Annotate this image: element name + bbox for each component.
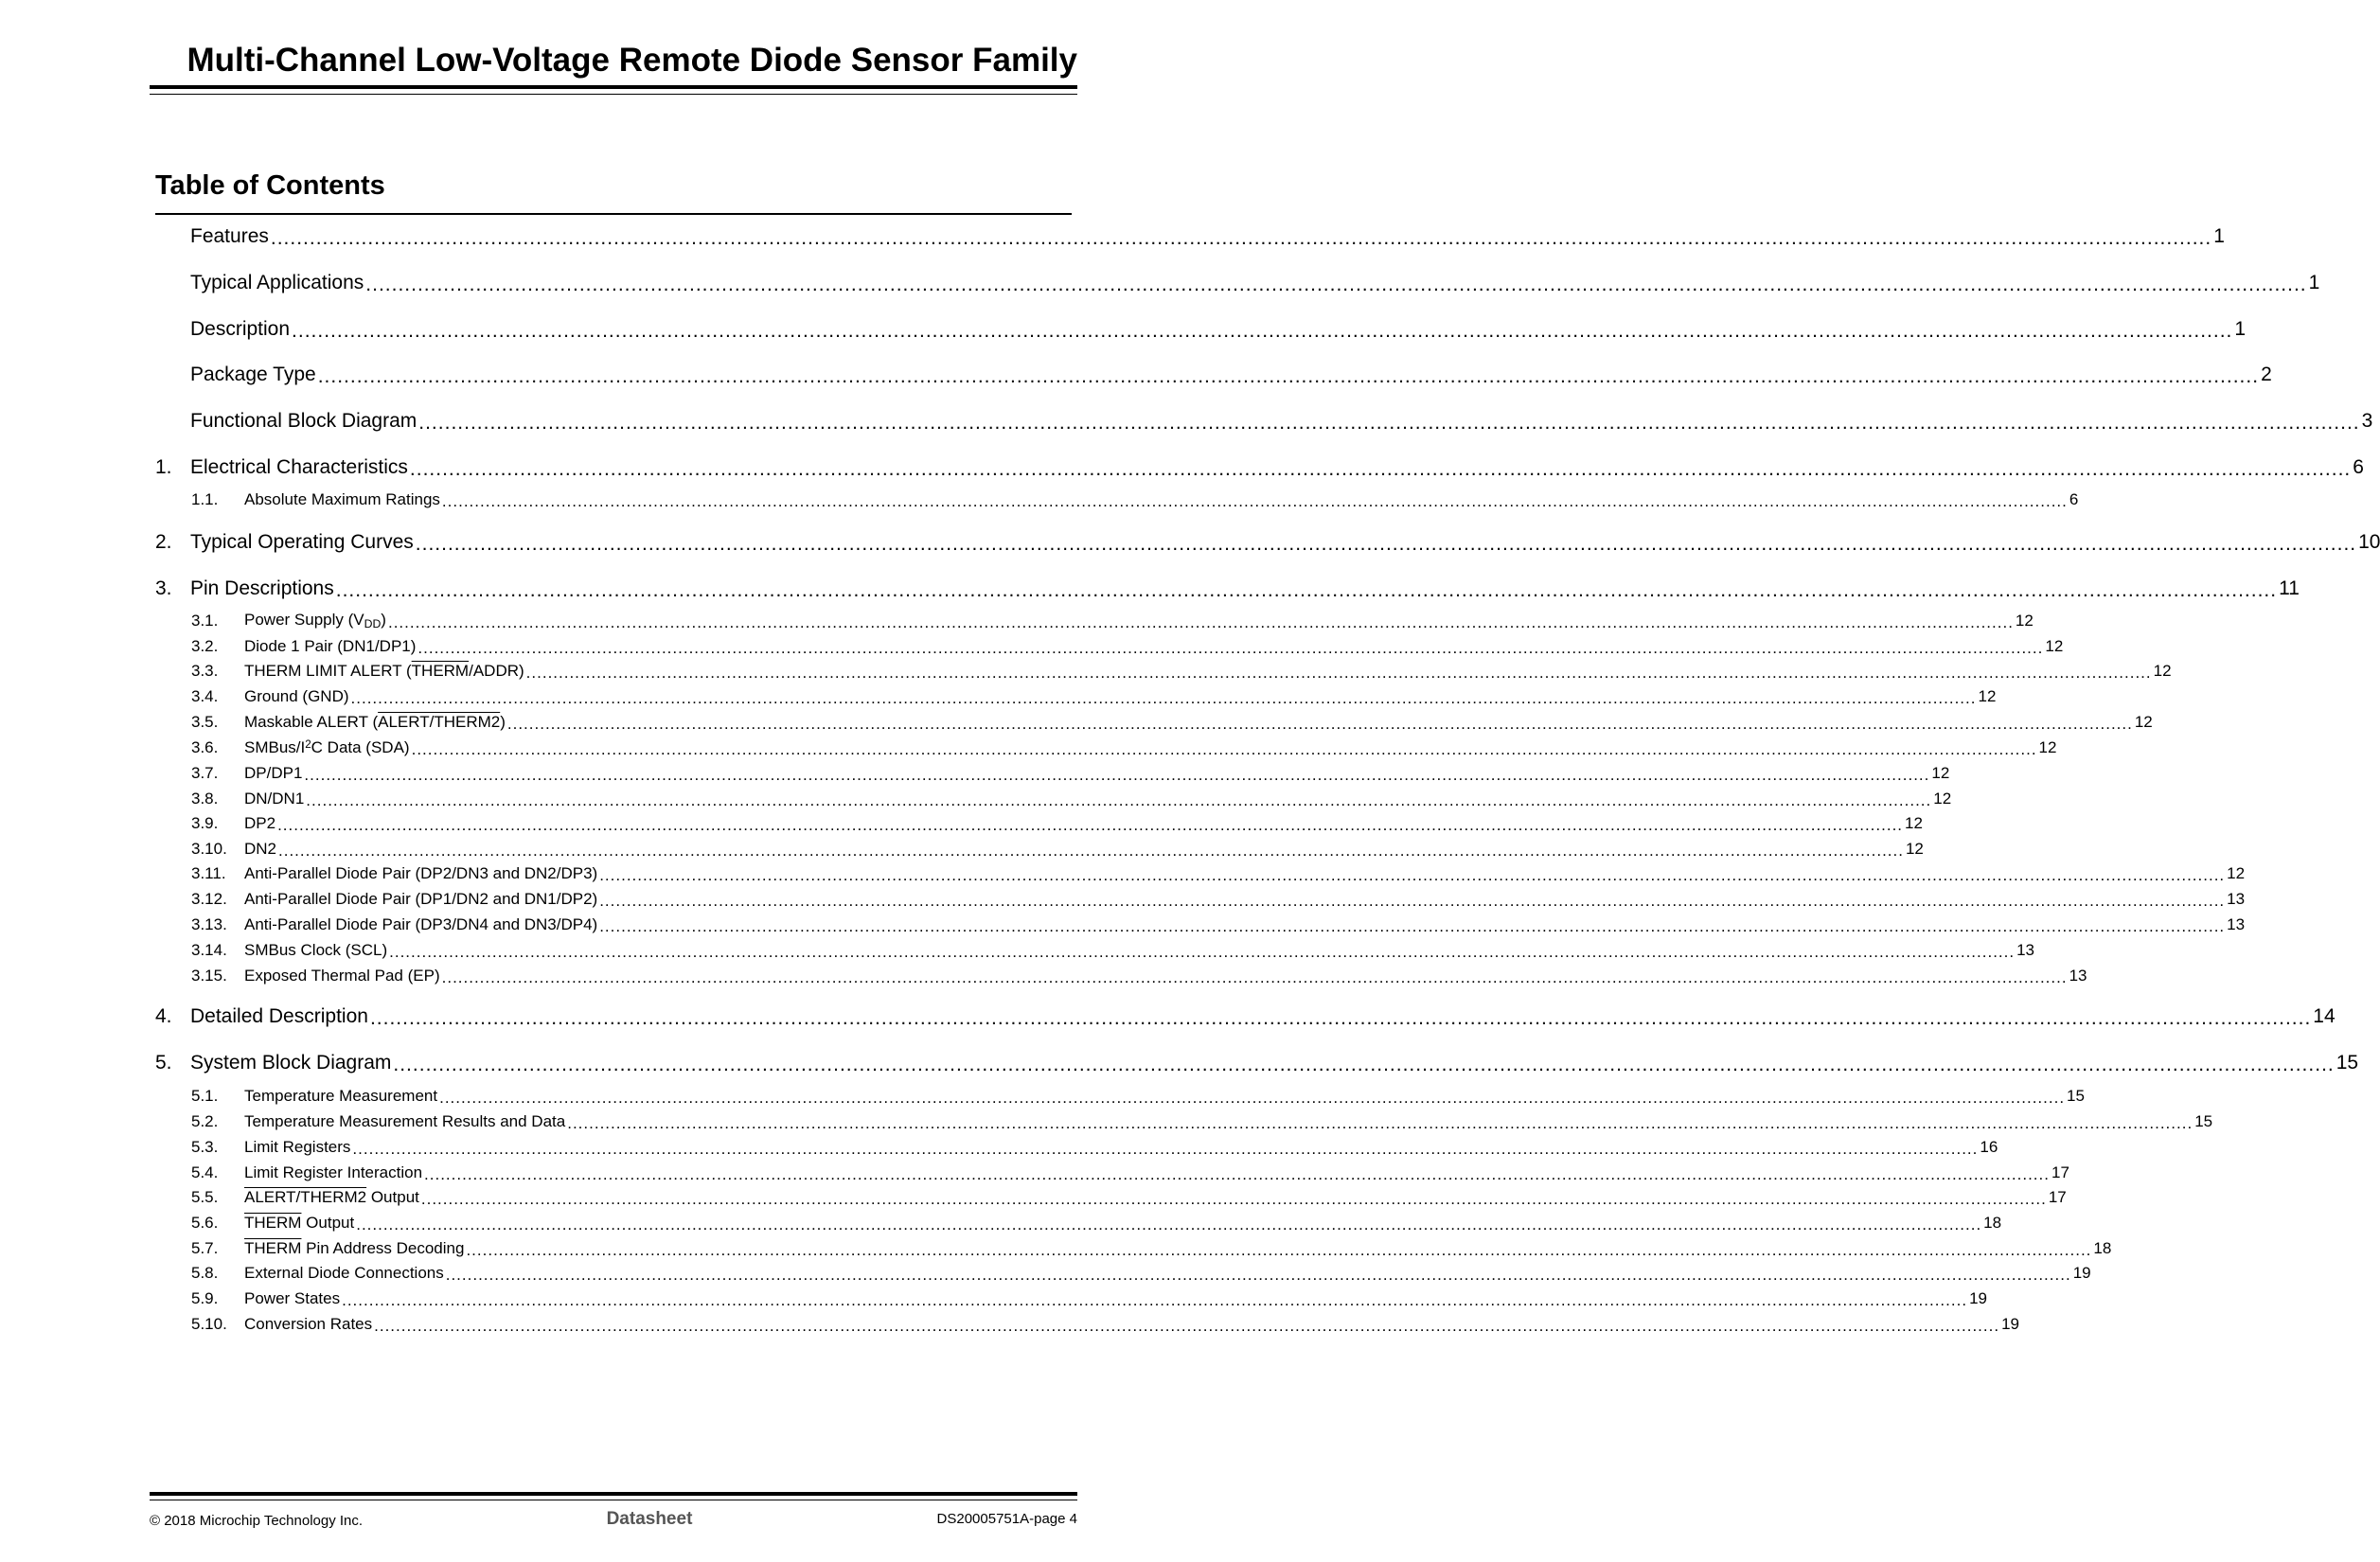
dot-leader: ............................................................................................................................................................................................................................................................................................................ (374, 1317, 2000, 1335)
toc-entry-title: Power States (244, 1289, 341, 1307)
toc-entry-title: THERM Pin Address Decoding (244, 1239, 465, 1257)
toc-entry-page: 18 (2093, 1239, 2112, 1257)
toc-entry-page: 12 (2134, 713, 2153, 731)
dot-leader: ............................................................................................................................................................................................................................................................................................................ (270, 227, 2212, 249)
dot-leader: ............................................................................................................................................................................................................................................................................................................ (409, 458, 2352, 480)
toc-subentry[interactable] (155, 760, 1950, 784)
toc-subentry[interactable] (155, 709, 2153, 733)
toc-entry-title: External Diode Connections (244, 1264, 444, 1282)
toc-subentry[interactable] (155, 1286, 1987, 1309)
toc-entry-number: 5.6. (191, 1214, 219, 1232)
toc-entry-page: 3 (2361, 410, 2373, 432)
dot-leader: ............................................................................................................................................................................................................................................................................................................ (420, 1190, 2047, 1208)
toc-subentry[interactable] (155, 1184, 2067, 1208)
toc-entry-title: Detailed Description (190, 1005, 368, 1027)
toc-entry-number: 4. (155, 1005, 172, 1027)
dot-leader: ............................................................................................................................................................................................................................................................................................................ (599, 917, 2226, 935)
dot-leader: ............................................................................................................................................................................................................................................................................................................ (418, 412, 2360, 434)
dot-leader: ............................................................................................................................................................................................................................................................................................................ (599, 866, 2226, 884)
toc-subentry[interactable] (155, 886, 2246, 910)
toc-entry[interactable] (155, 360, 2272, 387)
dot-leader: ............................................................................................................................................................................................................................................................................................................ (525, 664, 2152, 682)
toc-entry-page: 6 (2353, 456, 2364, 478)
toc-subentry[interactable] (155, 633, 2064, 657)
toc-entry-page: 12 (2015, 612, 2034, 630)
toc-entry-page: 19 (2001, 1315, 2019, 1333)
toc-entry-page: 12 (1931, 764, 1950, 782)
toc-subentry[interactable] (155, 861, 2246, 884)
toc-entry-page: 13 (2069, 967, 2087, 985)
dot-leader: ............................................................................................................................................................................................................................................................................................................ (599, 892, 2226, 910)
toc-entry[interactable] (155, 527, 2380, 555)
toc-entry-title: Maskable ALERT (ALERT/THERM2) (244, 713, 506, 731)
toc-entry-number: 3.4. (191, 687, 219, 705)
toc-entry-title: Absolute Maximum Ratings (244, 490, 440, 508)
toc-entry-number: 1.1. (191, 490, 219, 508)
dot-leader: ............................................................................................................................................................................................................................................................................................................ (389, 943, 2016, 961)
toc-entry-number: 3.8. (191, 790, 219, 808)
toc-heading: Table of Contents (155, 170, 385, 201)
document-title: Multi-Channel Low-Voltage Remote Diode Sensor Family (186, 42, 1077, 79)
dot-leader: ............................................................................................................................................................................................................................................................................................................ (393, 1054, 2335, 1075)
toc-entry[interactable] (155, 453, 2364, 480)
toc-entry-title: Anti-Parallel Diode Pair (DP1/DN2 and DN1/DP2) (244, 890, 598, 908)
footer-rule-thick (150, 1492, 1077, 1496)
toc-entry-number: 1. (155, 456, 172, 478)
toc-entry-title: Power Supply (VDD) (244, 610, 386, 630)
toc-entry-title: THERM LIMIT ALERT (THERM/ADDR) (244, 662, 524, 680)
toc-entry-page: 15 (2336, 1052, 2359, 1074)
toc-subentry[interactable] (155, 608, 2034, 631)
dot-leader: ............................................................................................................................................................................................................................................................................................................ (415, 533, 2357, 555)
toc-entry-title: Limit Registers (244, 1138, 351, 1156)
toc-entry-title: SMBus/$I^2C$ Data (SDA) (244, 738, 410, 756)
toc-entry-number: 5.2. (191, 1112, 219, 1130)
toc-entry-number: 5.4. (191, 1163, 219, 1181)
footer-doc-id: DS20005751A-page 4 (936, 1511, 1077, 1527)
toc-entry-title: Description (190, 318, 291, 340)
dot-leader: ............................................................................................................................................................................................................................................................................................................ (292, 320, 2233, 342)
toc-entry-title: Electrical Characteristics (190, 456, 408, 478)
toc-entry-title: DP/DP1 (244, 764, 303, 782)
toc-entry-page: 15 (2194, 1112, 2213, 1130)
toc-entry-page: 17 (2051, 1163, 2069, 1181)
toc-subentry[interactable] (155, 735, 2057, 758)
toc-entry-page: 13 (2227, 915, 2246, 933)
toc-entry-number: 5.5. (191, 1188, 219, 1206)
toc-entry-title: Limit Register Interaction (244, 1163, 423, 1181)
toc-entry-number: 3.2. (191, 637, 219, 655)
toc-heading-rule (155, 213, 1072, 215)
toc-entry-number: 5.3. (191, 1138, 219, 1156)
toc-entry[interactable] (155, 314, 2247, 342)
toc-entry-page: 12 (1933, 790, 1952, 808)
toc-entry-page: 14 (2313, 1005, 2336, 1027)
toc-subentry[interactable] (155, 1134, 1998, 1158)
toc-entry-page: 1 (2213, 225, 2225, 247)
dot-leader: ............................................................................................................................................................................................................................................................................................................ (445, 1266, 2071, 1284)
dot-leader: ............................................................................................................................................................................................................................................................................................................ (352, 1140, 1979, 1158)
toc-entry-title: Functional Block Diagram (190, 410, 417, 432)
dot-leader: ............................................................................................................................................................................................................................................................................................................ (567, 1114, 2194, 1132)
toc-entry-page: 15 (2067, 1087, 2085, 1105)
toc-entry-title: Package Type (190, 364, 316, 385)
toc-entry-title: THERM Output (244, 1214, 355, 1232)
toc-entry-number: 5.10. (191, 1315, 227, 1333)
dot-leader: ............................................................................................................................................................................................................................................................................................................ (365, 274, 2307, 295)
toc-entry-page: 17 (2048, 1188, 2067, 1206)
toc-entry[interactable] (155, 406, 2373, 434)
toc-entry-title: Temperature Measurement Results and Data (244, 1112, 566, 1130)
toc-subentry[interactable] (155, 1109, 2213, 1132)
toc-entry-number: 3.3. (191, 662, 219, 680)
toc-entry-title: ALERT/THERM2 Output (244, 1188, 419, 1206)
dot-leader: ............................................................................................................................................................................................................................................................................................................ (277, 816, 1904, 834)
toc-subentry[interactable] (155, 1210, 2002, 1234)
toc-entry-number: 3.9. (191, 814, 219, 832)
dot-leader: ............................................................................................................................................................................................................................................................................................................ (350, 689, 1977, 707)
toc-entry-number: 3. (155, 577, 172, 599)
header-rule-thin (150, 94, 1077, 95)
toc-entry[interactable] (155, 1002, 2336, 1029)
dot-leader: ............................................................................................................................................................................................................................................................................................................ (369, 1007, 2312, 1029)
toc-entry-page: 12 (2038, 738, 2057, 756)
toc-subentry[interactable] (155, 786, 1952, 809)
toc-subentry[interactable] (155, 937, 2035, 961)
toc-subentry[interactable] (155, 1260, 2091, 1284)
dot-leader: ............................................................................................................................................................................................................................................................................................................ (441, 492, 2068, 510)
toc-entry-number: 5.7. (191, 1239, 219, 1257)
toc-entry-title: DN2 (244, 840, 277, 858)
toc-entry-page: 16 (1980, 1138, 1998, 1156)
toc-entry-number: 5.9. (191, 1289, 219, 1307)
toc-entry-title: DN/DN1 (244, 790, 305, 808)
toc-subentry[interactable] (155, 487, 2079, 510)
toc-entry-page: 13 (2227, 890, 2246, 908)
toc-subentry[interactable] (155, 963, 2087, 986)
toc-entry-number: 3.15. (191, 967, 227, 985)
toc-subentry[interactable] (155, 1311, 2019, 1335)
toc-entry-title: SMBus Clock (SCL) (244, 941, 388, 959)
toc-entry-number: 5.1. (191, 1087, 219, 1105)
toc-entry-number: 3.13. (191, 915, 227, 933)
toc-entry-page: 18 (1983, 1214, 2002, 1232)
toc-entry-page: 19 (2072, 1264, 2091, 1282)
toc-entry-page: 13 (2016, 941, 2035, 959)
toc-entry-title: Features (190, 225, 269, 247)
toc-entry-page: 6 (2069, 490, 2079, 508)
dot-leader: ............................................................................................................................................................................................................................................................................................................ (306, 791, 1932, 809)
dot-leader: ............................................................................................................................................................................................................................................................................................................ (411, 740, 2037, 758)
dot-leader: ............................................................................................................................................................................................................................................................................................................ (387, 613, 2014, 631)
dot-leader: ............................................................................................................................................................................................................................................................................................................ (439, 1089, 2066, 1107)
footer-label: Datasheet (606, 1509, 693, 1529)
dot-leader: ............................................................................................................................................................................................................................................................................................................ (342, 1291, 1968, 1309)
toc-entry-title: Diode 1 Pair (DN1/DP1) (244, 637, 417, 655)
toc-entry-page: 19 (1969, 1289, 1987, 1307)
dot-leader: ............................................................................................................................................................................................................................................................................................................ (506, 715, 2133, 733)
toc-entry-page: 12 (1978, 687, 1997, 705)
toc-entry-title: Temperature Measurement (244, 1087, 438, 1105)
header-rule-thick (150, 85, 1077, 89)
dot-leader: ............................................................................................................................................................................................................................................................................................................ (466, 1241, 2092, 1259)
toc-entry-title: Typical Operating Curves (190, 531, 414, 553)
dot-leader: ............................................................................................................................................................................................................................................................................................................ (356, 1216, 1982, 1234)
toc-entry-number: 3.6. (191, 738, 219, 756)
toc-entry-title: Anti-Parallel Diode Pair (DP2/DN3 and DN2/DP3) (244, 864, 598, 882)
toc-entry[interactable] (155, 1048, 2359, 1075)
toc-entry-page: 11 (2279, 577, 2300, 599)
toc-entry-page: 12 (2153, 662, 2172, 680)
toc-entry-title: Exposed Thermal Pad (EP) (244, 967, 440, 985)
toc-subentry[interactable] (155, 1083, 2085, 1107)
toc-entry-title: DP2 (244, 814, 276, 832)
toc-entry-page: 2 (2261, 364, 2272, 385)
dot-leader: ............................................................................................................................................................................................................................................................................................................ (417, 639, 2044, 657)
toc-entry-page: 12 (1905, 840, 1924, 858)
toc-entry-number: 3.14. (191, 941, 227, 959)
toc-subentry[interactable] (155, 683, 1997, 707)
toc-entry-number: 3.1. (191, 612, 219, 630)
dot-leader: ............................................................................................................................................................................................................................................................................................................ (335, 579, 2278, 601)
toc-entry-number: 3.11. (191, 864, 226, 882)
toc-entry-page: 12 (2045, 637, 2064, 655)
toc-entry-page: 1 (2234, 318, 2247, 340)
toc-entry-title: System Block Diagram (190, 1052, 392, 1074)
toc-entry-page: 12 (2227, 864, 2246, 882)
toc-entry-title: Anti-Parallel Diode Pair (DP3/DN4 and DN3/DP4) (244, 915, 598, 933)
dot-leader: ............................................................................................................................................................................................................................................................................................................ (304, 766, 1930, 784)
toc-entry-number: 2. (155, 531, 172, 553)
footer-copyright: © 2018 Microchip Technology Inc. (150, 1513, 364, 1529)
dot-leader: ............................................................................................................................................................................................................................................................................................................ (424, 1165, 2050, 1183)
toc-entry-number: 5. (155, 1052, 172, 1074)
toc-entry-title: Ground (GND) (244, 687, 349, 705)
toc-entry-number: 3.10. (191, 840, 227, 858)
toc-entry-page: 10 (2358, 531, 2380, 553)
toc-subentry[interactable] (155, 810, 1923, 834)
dot-leader: ............................................................................................................................................................................................................................................................................................................ (317, 365, 2260, 387)
toc-entry[interactable] (155, 574, 2300, 601)
toc-entry-number: 5.8. (191, 1264, 219, 1282)
toc-entry[interactable] (155, 222, 2225, 249)
toc-entry-number: 3.7. (191, 764, 219, 782)
toc-subentry[interactable] (155, 836, 1924, 860)
toc-entry-number: 3.12. (191, 890, 227, 908)
toc-subentry[interactable] (155, 658, 2172, 682)
dot-leader: ............................................................................................................................................................................................................................................................................................................ (441, 968, 2068, 986)
toc-entry-title: Conversion Rates (244, 1315, 373, 1333)
toc-subentry[interactable] (155, 1235, 2112, 1259)
toc-entry-title: Pin Descriptions (190, 577, 334, 599)
toc-entry-page: 1 (2308, 272, 2320, 293)
toc-subentry[interactable] (155, 1160, 2069, 1183)
toc-entry-number: 3.5. (191, 713, 219, 731)
dot-leader: ............................................................................................................................................................................................................................................................................................................ (278, 842, 1904, 860)
toc-entry[interactable] (155, 268, 2320, 295)
toc-entry-title: Typical Applications (190, 272, 364, 293)
toc-subentry[interactable] (155, 912, 2246, 935)
toc-entry-page: 12 (1905, 814, 1923, 832)
